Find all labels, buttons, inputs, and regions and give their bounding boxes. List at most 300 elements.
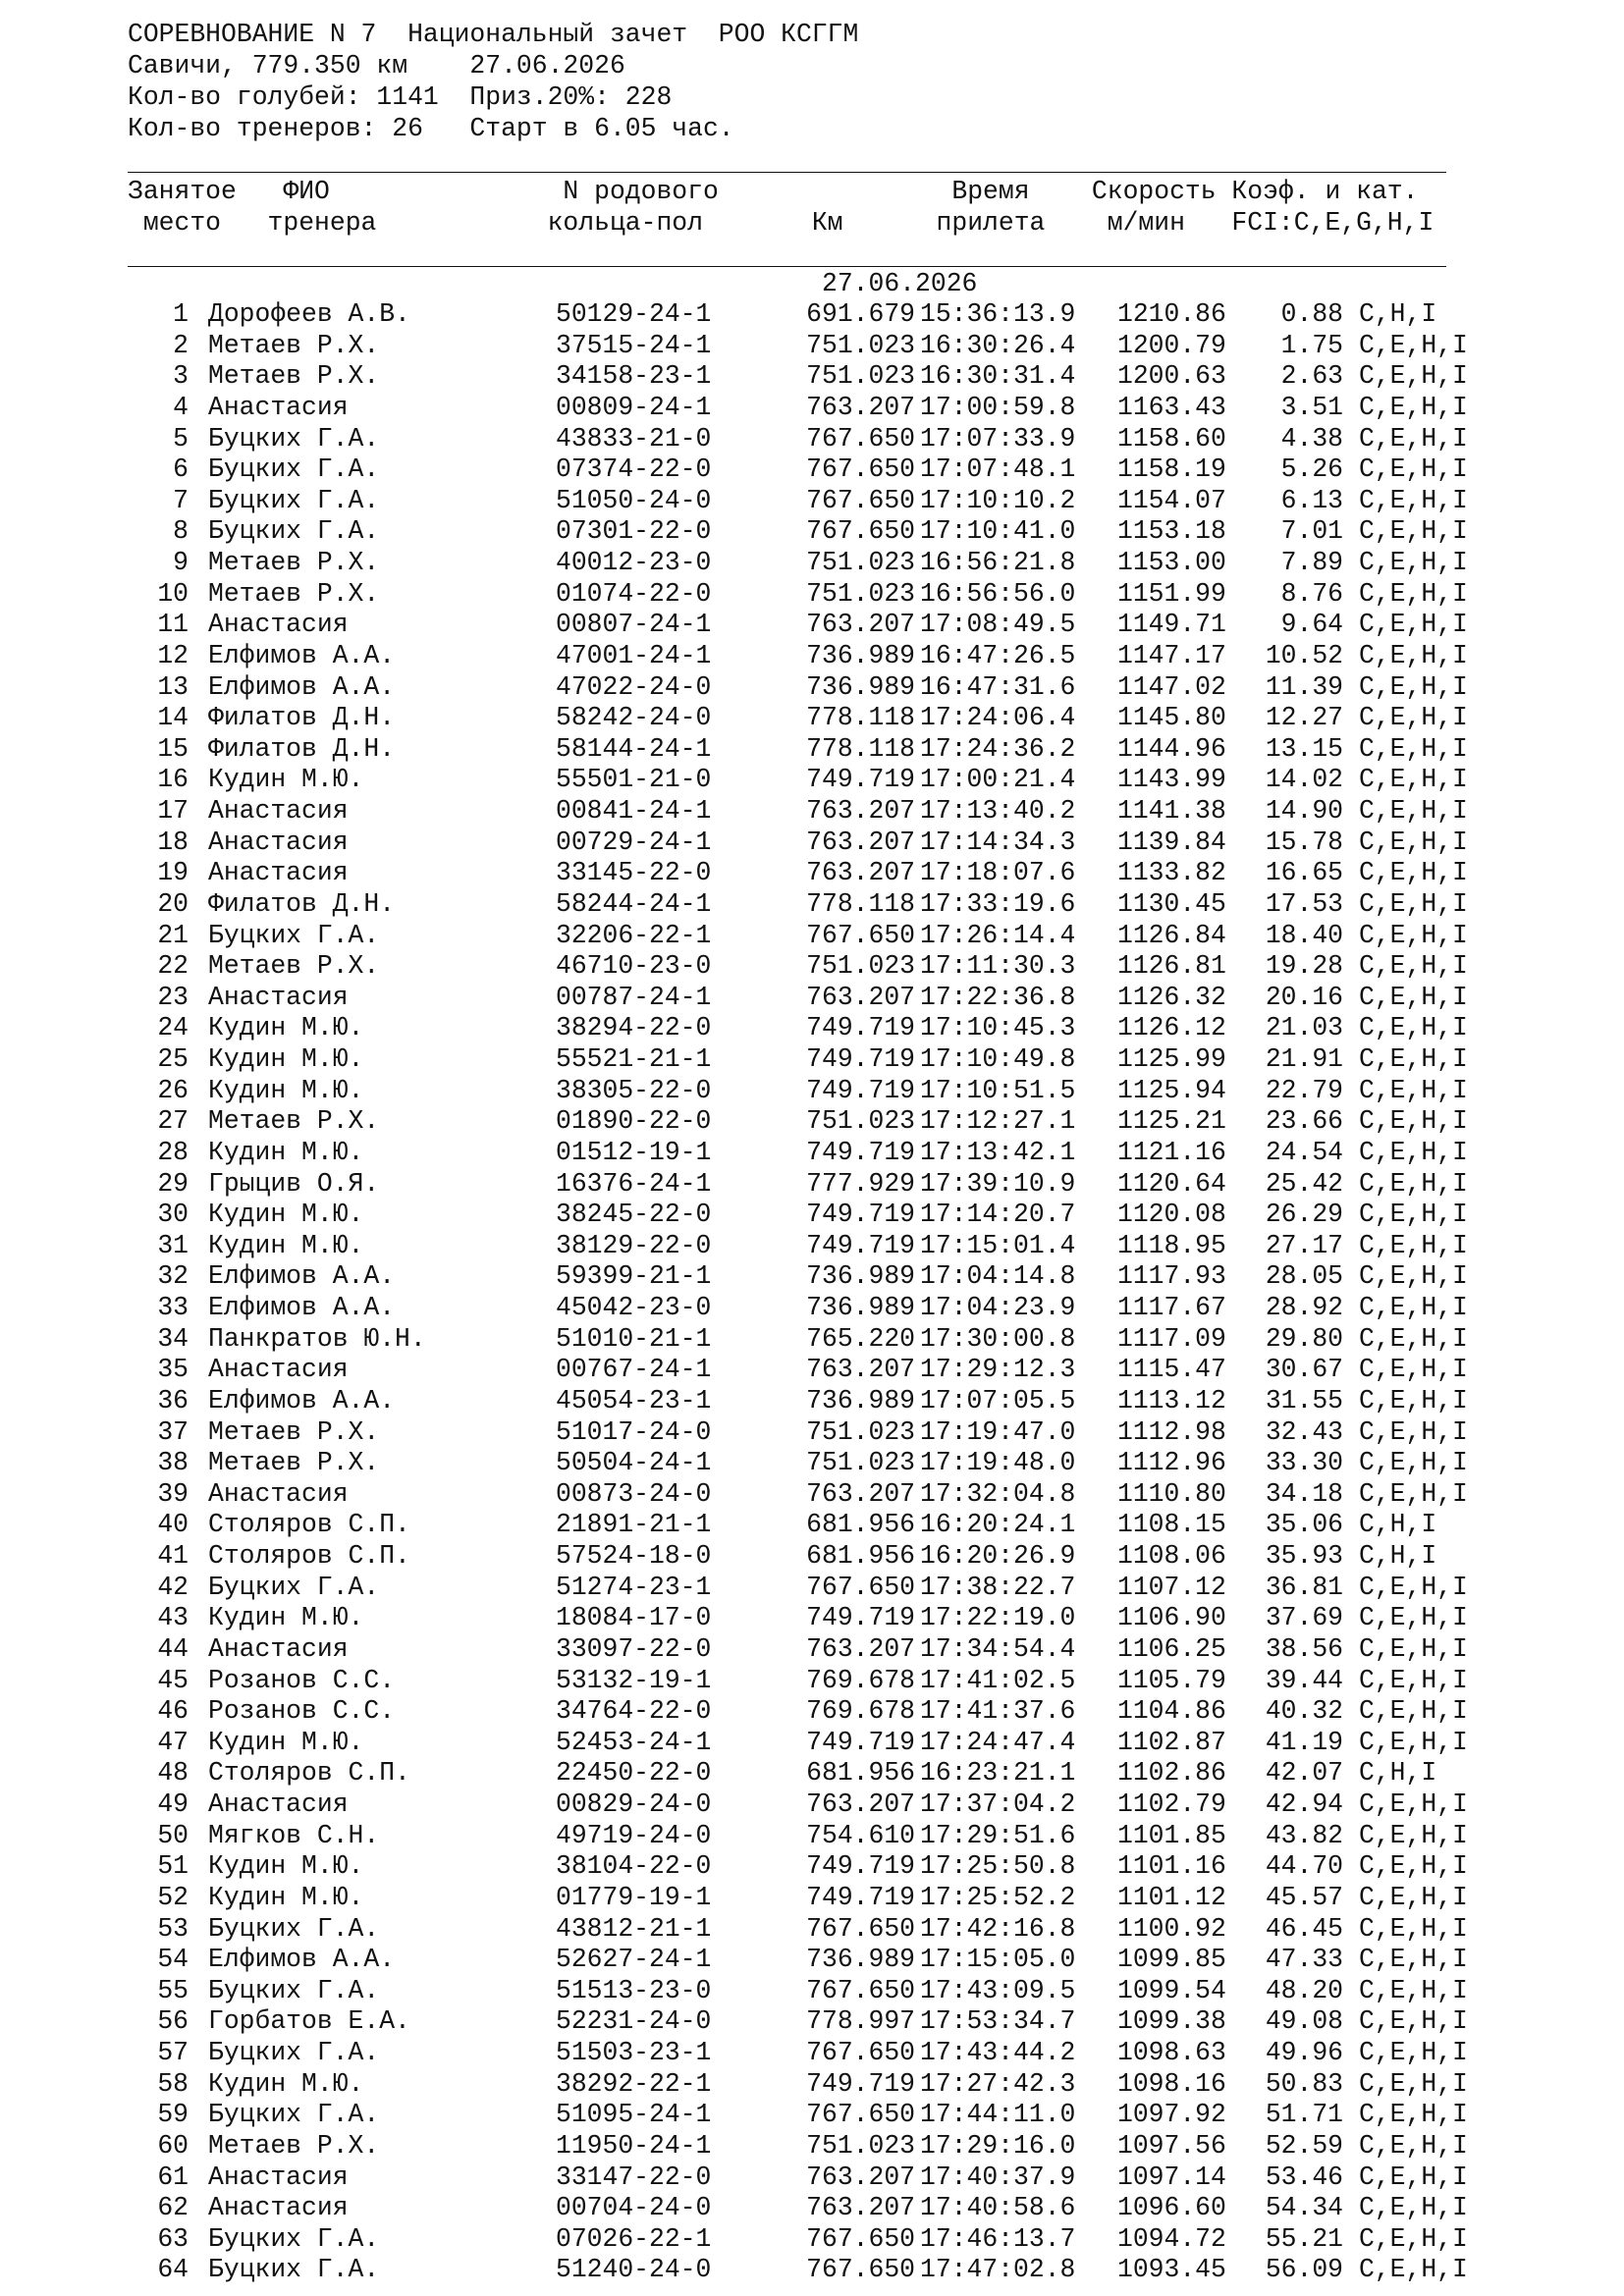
table-row	[0, 828, 1624, 859]
cell-time: 17:34:54.4	[920, 1633, 1076, 1664]
cell-name: Анастасия	[208, 827, 349, 857]
cell-speed: 1105.79	[1117, 1665, 1226, 1695]
cell-place: 39	[157, 1478, 189, 1509]
cell-cat: C,E,H,I	[1359, 733, 1468, 764]
table-row	[0, 1386, 1624, 1417]
cell-coef: 7.89	[1280, 548, 1343, 577]
cell-cat: C,E,H,I	[1359, 982, 1468, 1012]
cell-cat: C,E,H,I	[1359, 2038, 1468, 2067]
cell-ring: 01779-19-1	[556, 1882, 712, 1912]
cell-time: 17:33:19.6	[920, 888, 1076, 919]
cell-coef: 39.44	[1265, 1665, 1343, 1695]
cell-coef: 31.55	[1265, 1385, 1343, 1415]
cell-name: Кудин М.Ю.	[208, 1137, 364, 1167]
cell-time: 15:36:13.9	[920, 299, 1076, 329]
cell-ring: 51017-24-0	[556, 1416, 712, 1447]
cell-ring: 38104-22-0	[556, 1851, 712, 1882]
cell-km: 751.023	[806, 951, 915, 982]
cell-name: Елфимов А.А.	[208, 1293, 396, 1322]
cell-speed: 1108.15	[1117, 1510, 1226, 1540]
cell-coef: 15.78	[1265, 827, 1343, 857]
cell-place: 36	[157, 1385, 189, 1415]
cell-time: 17:32:04.8	[920, 1478, 1076, 1509]
cell-name: Филатов Д.Н.	[208, 888, 396, 919]
cell-time: 17:40:58.6	[920, 2193, 1076, 2223]
cell-speed: 1112.96	[1117, 1448, 1226, 1478]
cell-speed: 1110.80	[1117, 1478, 1226, 1509]
cell-cat: C,E,H,I	[1359, 2100, 1468, 2130]
cell-name: Буцких Г.А.	[208, 1572, 380, 1602]
table-row	[0, 454, 1624, 486]
cell-place: 10	[157, 578, 189, 609]
cell-coef: 1.75	[1280, 330, 1343, 360]
cell-ring: 00873-24-0	[556, 1478, 712, 1509]
cell-km: 767.650	[806, 920, 915, 950]
cell-name: Анастасия	[208, 858, 349, 888]
cell-place: 48	[157, 1758, 189, 1789]
cell-km: 767.650	[806, 2255, 915, 2285]
cell-time: 17:47:02.8	[920, 2255, 1076, 2285]
cell-km: 769.678	[806, 1696, 915, 1727]
cell-coef: 55.21	[1265, 2223, 1343, 2254]
cell-coef: 32.43	[1265, 1416, 1343, 1447]
table-row	[0, 1013, 1624, 1044]
cell-cat: C,E,H,I	[1359, 827, 1468, 857]
cell-place: 16	[157, 765, 189, 795]
cell-km: 736.989	[806, 640, 915, 670]
cell-coef: 0.88	[1280, 299, 1343, 329]
cell-name: Розанов С.С.	[208, 1696, 396, 1727]
cell-speed: 1144.96	[1117, 733, 1226, 764]
cell-km: 751.023	[806, 578, 915, 609]
cell-km: 751.023	[806, 2130, 915, 2161]
cell-time: 17:07:48.1	[920, 454, 1076, 485]
cell-speed: 1154.07	[1117, 485, 1226, 515]
cell-ring: 07374-22-0	[556, 454, 712, 485]
cell-cat: C,E,H,I	[1359, 1820, 1468, 1850]
cell-ring: 07026-22-1	[556, 2223, 712, 2254]
cell-time: 17:18:07.6	[920, 858, 1076, 888]
cell-time: 16:30:31.4	[920, 361, 1076, 392]
cell-coef: 42.94	[1265, 1789, 1343, 1819]
cell-name: Кудин М.Ю.	[208, 1230, 364, 1260]
cell-time: 16:56:21.8	[920, 548, 1076, 577]
cell-name: Анастасия	[208, 1478, 349, 1509]
table-row	[0, 1106, 1624, 1138]
cell-ring: 45054-23-1	[556, 1385, 712, 1415]
cell-coef: 19.28	[1265, 951, 1343, 982]
cell-coef: 35.06	[1265, 1510, 1343, 1540]
cell-cat: C,E,H,I	[1359, 1478, 1468, 1509]
cell-speed: 1102.86	[1117, 1758, 1226, 1789]
cell-coef: 18.40	[1265, 920, 1343, 950]
cell-place: 34	[157, 1323, 189, 1354]
cell-place: 26	[157, 1075, 189, 1105]
cell-place: 23	[157, 982, 189, 1012]
cell-coef: 40.32	[1265, 1696, 1343, 1727]
cell-coef: 17.53	[1265, 888, 1343, 919]
cell-name: Буцких Г.А.	[208, 2038, 380, 2067]
cell-speed: 1098.16	[1117, 2068, 1226, 2099]
cell-place: 1	[173, 299, 189, 329]
cell-time: 17:29:51.6	[920, 1820, 1076, 1850]
cell-km: 749.719	[806, 1200, 915, 1230]
cell-place: 58	[157, 2068, 189, 2099]
table-row	[0, 921, 1624, 952]
cell-coef: 37.69	[1265, 1603, 1343, 1633]
table-row	[0, 1200, 1624, 1231]
cell-speed: 1151.99	[1117, 578, 1226, 609]
cell-time: 17:40:37.9	[920, 2162, 1076, 2192]
cell-speed: 1097.56	[1117, 2130, 1226, 2161]
table-row	[0, 1169, 1624, 1201]
cell-km: 736.989	[806, 1385, 915, 1415]
cell-place: 63	[157, 2223, 189, 2254]
cell-speed: 1096.60	[1117, 2193, 1226, 2223]
cell-ring: 38129-22-0	[556, 1230, 712, 1260]
table-row	[0, 1231, 1624, 1262]
cell-cat: C,E,H,I	[1359, 1448, 1468, 1478]
cell-ring: 51513-23-0	[556, 1975, 712, 2005]
cell-ring: 32206-22-1	[556, 920, 712, 950]
cell-speed: 1097.14	[1117, 2162, 1226, 2192]
table-row	[0, 331, 1624, 362]
cell-coef: 6.13	[1280, 485, 1343, 515]
cell-ring: 33097-22-0	[556, 1633, 712, 1664]
cell-time: 17:27:42.3	[920, 2068, 1076, 2099]
cell-km: 751.023	[806, 330, 915, 360]
cell-speed: 1099.54	[1117, 1975, 1226, 2005]
cell-ring: 52627-24-1	[556, 1945, 712, 1975]
cell-place: 54	[157, 1945, 189, 1975]
cell-cat: C,E,H,I	[1359, 1261, 1468, 1292]
cell-cat: C,E,H,I	[1359, 951, 1468, 982]
cell-time: 16:56:56.0	[920, 578, 1076, 609]
cell-place: 31	[157, 1230, 189, 1260]
cell-place: 27	[157, 1106, 189, 1137]
table-row	[0, 1666, 1624, 1697]
cell-place: 22	[157, 951, 189, 982]
cell-name: Горбатов Е.А.	[208, 2006, 410, 2037]
cell-time: 17:10:10.2	[920, 485, 1076, 515]
cell-time: 17:04:14.8	[920, 1261, 1076, 1292]
cell-name: Метаев Р.Х.	[208, 951, 380, 982]
cell-time: 17:00:21.4	[920, 765, 1076, 795]
table-row	[0, 2224, 1624, 2256]
cell-coef: 9.64	[1280, 610, 1343, 640]
cell-coef: 46.45	[1265, 1913, 1343, 1944]
cell-cat: C,E,H,I	[1359, 796, 1468, 826]
cell-place: 2	[173, 330, 189, 360]
cell-name: Буцких Г.А.	[208, 2255, 380, 2285]
cell-ring: 07301-22-0	[556, 516, 712, 547]
cell-time: 17:19:47.0	[920, 1416, 1076, 1447]
cell-name: Кудин М.Ю.	[208, 1075, 364, 1105]
cell-ring: 00829-24-0	[556, 1789, 712, 1819]
cell-speed: 1133.82	[1117, 858, 1226, 888]
cell-time: 17:15:01.4	[920, 1230, 1076, 1260]
cell-name: Филатов Д.Н.	[208, 733, 396, 764]
cell-km: 763.207	[806, 2162, 915, 2192]
cell-coef: 35.93	[1265, 1541, 1343, 1571]
cell-ring: 34158-23-1	[556, 361, 712, 392]
cell-time: 17:37:04.2	[920, 1789, 1076, 1819]
cell-km: 763.207	[806, 1633, 915, 1664]
cell-place: 8	[173, 516, 189, 547]
cell-km: 736.989	[806, 1261, 915, 1292]
cell-time: 17:43:09.5	[920, 1975, 1076, 2005]
cell-speed: 1126.81	[1117, 951, 1226, 982]
competition-title: СОРЕВНОВАНИЕ N 7 Национальный зачет РОО КСГГМ	[128, 20, 859, 49]
cell-place: 59	[157, 2100, 189, 2130]
cell-name: Метаев Р.Х.	[208, 1416, 380, 1447]
cell-place: 37	[157, 1416, 189, 1447]
cell-cat: C,E,H,I	[1359, 1913, 1468, 1944]
table-row	[0, 1851, 1624, 1883]
cell-speed: 1139.84	[1117, 827, 1226, 857]
cell-cat: C,E,H,I	[1359, 1633, 1468, 1664]
cell-name: Анастасия	[208, 392, 349, 422]
table-row	[0, 1789, 1624, 1821]
cell-ring: 01074-22-0	[556, 578, 712, 609]
cell-coef: 41.19	[1265, 1727, 1343, 1757]
cell-place: 41	[157, 1541, 189, 1571]
cell-coef: 29.80	[1265, 1323, 1343, 1354]
cell-name: Метаев Р.Х.	[208, 578, 380, 609]
cell-ring: 51050-24-0	[556, 485, 712, 515]
cell-name: Грыцив О.Я.	[208, 1168, 380, 1199]
cell-speed: 1126.32	[1117, 982, 1226, 1012]
table-row	[0, 1138, 1624, 1169]
cell-name: Буцких Г.А.	[208, 920, 380, 950]
cell-km: 749.719	[806, 1075, 915, 1105]
cell-coef: 28.92	[1265, 1293, 1343, 1322]
cell-place: 52	[157, 1882, 189, 1912]
table-row	[0, 1510, 1624, 1541]
cell-place: 60	[157, 2130, 189, 2161]
cell-coef: 2.63	[1280, 361, 1343, 392]
table-row	[0, 1324, 1624, 1356]
cell-km: 763.207	[806, 796, 915, 826]
table-row	[0, 2131, 1624, 2163]
cell-coef: 26.29	[1265, 1200, 1343, 1230]
cell-time: 17:13:40.2	[920, 796, 1076, 826]
cell-time: 17:43:44.2	[920, 2038, 1076, 2067]
cell-speed: 1125.94	[1117, 1075, 1226, 1105]
cell-coef: 52.59	[1265, 2130, 1343, 2161]
cell-ring: 00841-24-1	[556, 796, 712, 826]
cell-speed: 1149.71	[1117, 610, 1226, 640]
cell-place: 49	[157, 1789, 189, 1819]
cell-cat: C,E,H,I	[1359, 454, 1468, 485]
cell-coef: 3.51	[1280, 392, 1343, 422]
table-row	[0, 1293, 1624, 1324]
cell-speed: 1098.63	[1117, 2038, 1226, 2067]
cell-km: 691.679	[806, 299, 915, 329]
cell-time: 17:39:10.9	[920, 1168, 1076, 1199]
cell-name: Кудин М.Ю.	[208, 1727, 364, 1757]
cell-place: 61	[157, 2162, 189, 2192]
cell-name: Кудин М.Ю.	[208, 765, 364, 795]
cell-name: Кудин М.Ю.	[208, 1851, 364, 1882]
cell-coef: 38.56	[1265, 1633, 1343, 1664]
cell-time: 17:22:36.8	[920, 982, 1076, 1012]
cell-cat: C,E,H,I	[1359, 610, 1468, 640]
cell-time: 17:12:27.1	[920, 1106, 1076, 1137]
table-row	[0, 361, 1624, 393]
cell-place: 32	[157, 1261, 189, 1292]
cell-coef: 23.66	[1265, 1106, 1343, 1137]
cell-time: 17:07:05.5	[920, 1385, 1076, 1415]
cell-ring: 16376-24-1	[556, 1168, 712, 1199]
cell-km: 777.929	[806, 1168, 915, 1199]
results-table	[0, 299, 1624, 2286]
cell-cat: C,H,I	[1359, 1758, 1437, 1789]
cell-speed: 1141.38	[1117, 796, 1226, 826]
cell-coef: 27.17	[1265, 1230, 1343, 1260]
cell-ring: 51095-24-1	[556, 2100, 712, 2130]
cell-km: 763.207	[806, 982, 915, 1012]
table-row	[0, 889, 1624, 921]
cell-time: 17:10:51.5	[920, 1075, 1076, 1105]
table-row	[0, 2069, 1624, 2101]
cell-time: 17:41:02.5	[920, 1665, 1076, 1695]
cell-time: 17:10:49.8	[920, 1044, 1076, 1074]
cell-ring: 18084-17-0	[556, 1603, 712, 1633]
table-row	[0, 1914, 1624, 1946]
cell-place: 24	[157, 1013, 189, 1043]
cell-cat: C,E,H,I	[1359, 2130, 1468, 2161]
top-divider	[128, 172, 1446, 173]
cell-coef: 45.57	[1265, 1882, 1343, 1912]
cell-coef: 7.01	[1280, 516, 1343, 547]
table-row	[0, 1076, 1624, 1107]
cell-name: Елфимов А.А.	[208, 640, 396, 670]
cell-coef: 48.20	[1265, 1975, 1343, 2005]
cell-name: Филатов Д.Н.	[208, 703, 396, 733]
cell-place: 55	[157, 1975, 189, 2005]
cell-place: 64	[157, 2255, 189, 2285]
cell-ring: 50129-24-1	[556, 299, 712, 329]
cell-km: 767.650	[806, 454, 915, 485]
cell-coef: 14.90	[1265, 796, 1343, 826]
cell-cat: C,E,H,I	[1359, 1416, 1468, 1447]
cell-place: 19	[157, 858, 189, 888]
cell-cat: C,H,I	[1359, 1541, 1437, 1571]
cell-time: 17:14:20.7	[920, 1200, 1076, 1230]
cell-ring: 00729-24-1	[556, 827, 712, 857]
cell-name: Метаев Р.Х.	[208, 330, 380, 360]
cell-cat: C,H,I	[1359, 299, 1437, 329]
cell-time: 17:19:48.0	[920, 1448, 1076, 1478]
cell-km: 763.207	[806, 827, 915, 857]
cell-km: 749.719	[806, 1013, 915, 1043]
cell-time: 16:20:24.1	[920, 1510, 1076, 1540]
cell-speed: 1200.63	[1117, 361, 1226, 392]
cell-ring: 33145-22-0	[556, 858, 712, 888]
cell-cat: C,E,H,I	[1359, 516, 1468, 547]
table-row	[0, 951, 1624, 983]
table-row	[0, 703, 1624, 734]
cell-speed: 1102.87	[1117, 1727, 1226, 1757]
cell-km: 769.678	[806, 1665, 915, 1695]
cell-cat: C,E,H,I	[1359, 1044, 1468, 1074]
cell-cat: C,E,H,I	[1359, 2162, 1468, 2192]
cell-km: 767.650	[806, 2223, 915, 2254]
table-row	[0, 2038, 1624, 2069]
cell-coef: 8.76	[1280, 578, 1343, 609]
cell-ring: 38245-22-0	[556, 1200, 712, 1230]
cell-coef: 22.79	[1265, 1075, 1343, 1105]
cell-name: Кудин М.Ю.	[208, 1882, 364, 1912]
cell-speed: 1158.19	[1117, 454, 1226, 485]
table-row	[0, 765, 1624, 796]
cell-ring: 47001-24-1	[556, 640, 712, 670]
table-row	[0, 1883, 1624, 1914]
cell-ring: 00704-24-0	[556, 2193, 712, 2223]
cell-name: Метаев Р.Х.	[208, 548, 380, 577]
table-row	[0, 299, 1624, 331]
cell-cat: C,H,I	[1359, 1510, 1437, 1540]
cell-place: 13	[157, 671, 189, 702]
cell-name: Анастасия	[208, 1355, 349, 1385]
cell-time: 16:47:26.5	[920, 640, 1076, 670]
cell-ring: 00809-24-1	[556, 392, 712, 422]
cell-speed: 1120.08	[1117, 1200, 1226, 1230]
cell-km: 778.118	[806, 733, 915, 764]
cell-name: Анастасия	[208, 2162, 349, 2192]
cell-cat: C,E,H,I	[1359, 1137, 1468, 1167]
cell-speed: 1117.09	[1117, 1323, 1226, 1354]
cell-name: Анастасия	[208, 982, 349, 1012]
cell-ring: 58242-24-0	[556, 703, 712, 733]
cell-coef: 53.46	[1265, 2162, 1343, 2192]
cell-time: 17:26:14.4	[920, 920, 1076, 950]
cell-ring: 51010-21-1	[556, 1323, 712, 1354]
cell-ring: 52453-24-1	[556, 1727, 712, 1757]
cell-km: 749.719	[806, 1137, 915, 1167]
cell-time: 17:24:36.2	[920, 733, 1076, 764]
header-divider	[128, 266, 1446, 267]
cell-km: 681.956	[806, 1758, 915, 1789]
cell-speed: 1121.16	[1117, 1137, 1226, 1167]
cell-km: 767.650	[806, 485, 915, 515]
cell-ring: 55501-21-0	[556, 765, 712, 795]
cell-name: Анастасия	[208, 796, 349, 826]
cell-ring: 38292-22-1	[556, 2068, 712, 2099]
cell-name: Столяров С.П.	[208, 1758, 410, 1789]
cell-coef: 49.96	[1265, 2038, 1343, 2067]
cell-coef: 33.30	[1265, 1448, 1343, 1478]
cell-ring: 00767-24-1	[556, 1355, 712, 1385]
cell-time: 16:23:21.1	[920, 1758, 1076, 1789]
cell-ring: 49719-24-0	[556, 1820, 712, 1850]
cell-speed: 1118.95	[1117, 1230, 1226, 1260]
cell-time: 17:25:52.2	[920, 1882, 1076, 1912]
cell-cat: C,E,H,I	[1359, 1013, 1468, 1043]
cell-cat: C,E,H,I	[1359, 1323, 1468, 1354]
cell-cat: C,E,H,I	[1359, 2223, 1468, 2254]
cell-ring: 57524-18-0	[556, 1541, 712, 1571]
cell-name: Анастасия	[208, 1633, 349, 1664]
cell-place: 45	[157, 1665, 189, 1695]
table-row	[0, 2006, 1624, 2038]
cell-km: 778.997	[806, 2006, 915, 2037]
cell-ring: 34764-22-0	[556, 1696, 712, 1727]
cell-cat: C,E,H,I	[1359, 703, 1468, 733]
table-row	[0, 1728, 1624, 1759]
cell-coef: 28.05	[1265, 1261, 1343, 1292]
